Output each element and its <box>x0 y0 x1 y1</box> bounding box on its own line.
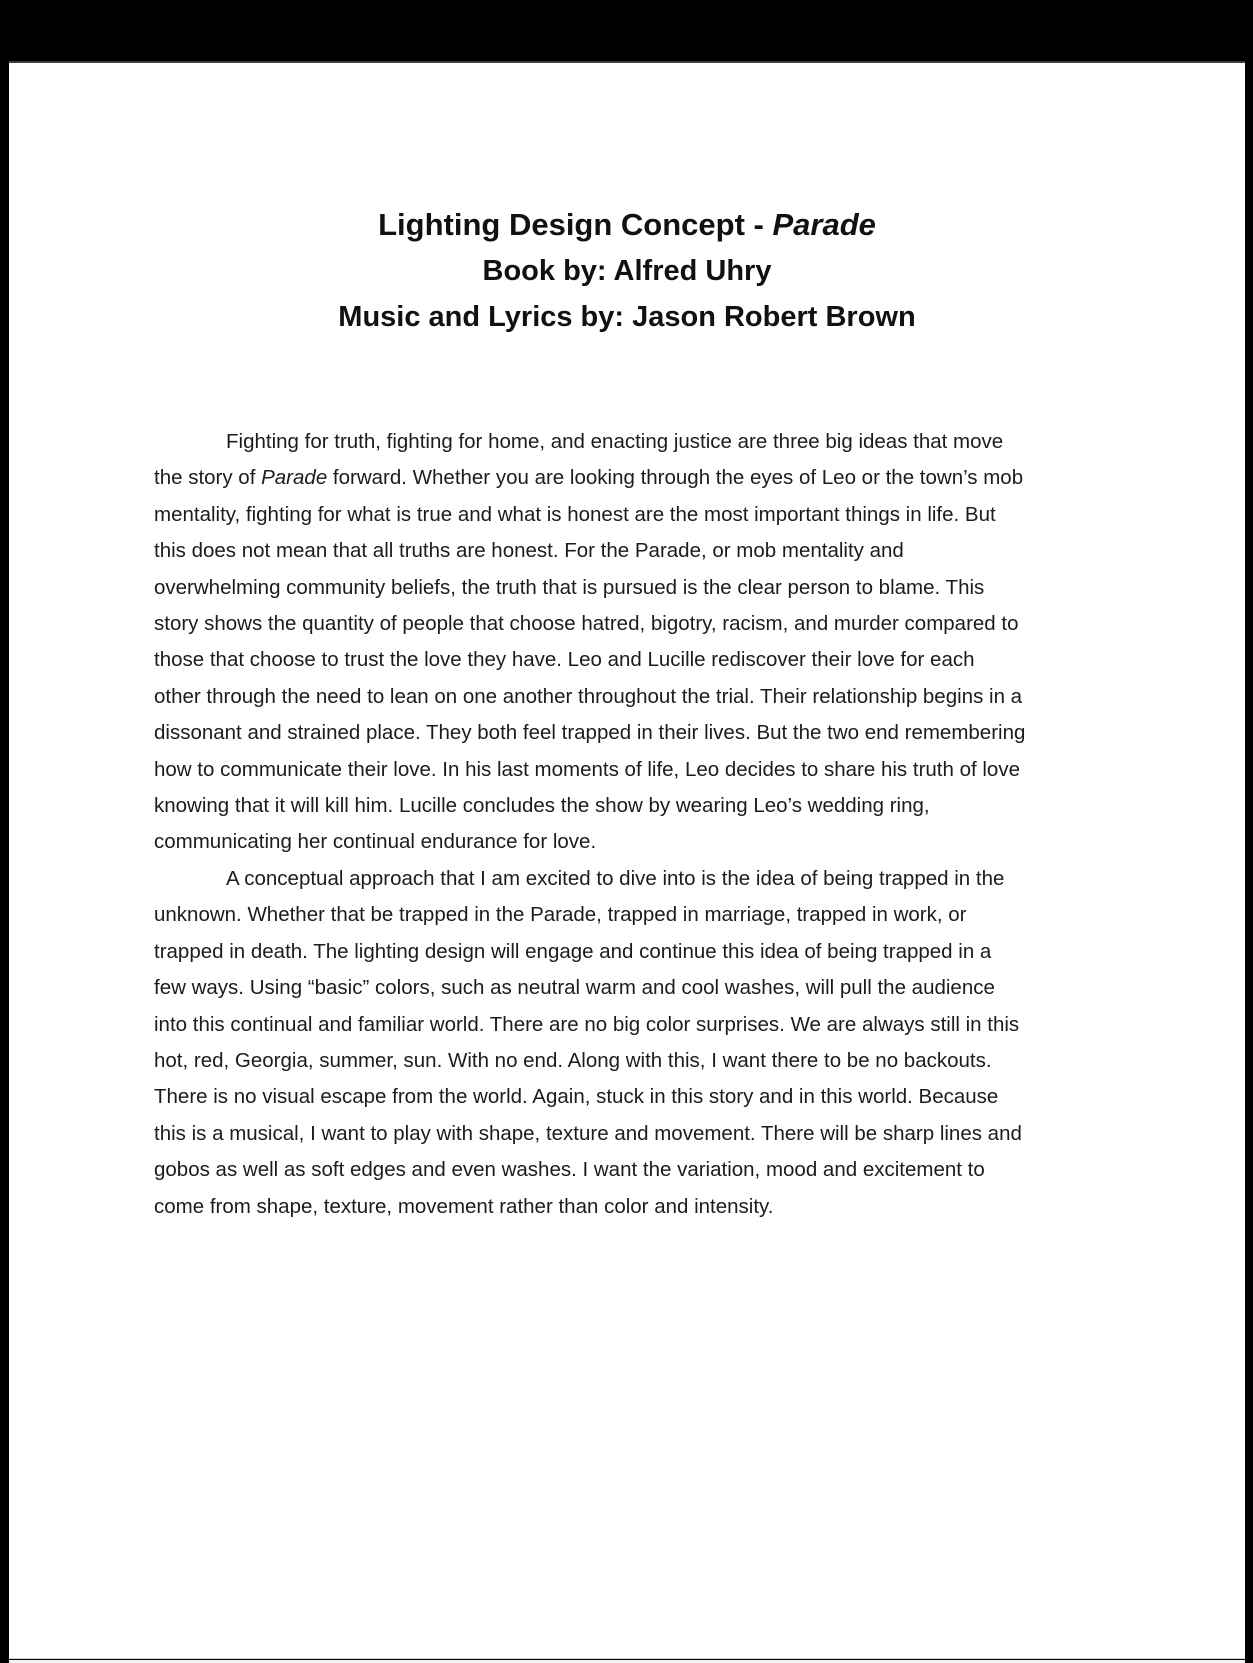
text-segment: trapped in death. The lighting design will engage and continue this idea of being trapped in a <box>154 939 992 963</box>
body-text-line <box>154 1152 1106 1188</box>
document-subtitle-book: Book by: Alfred Uhry <box>482 255 772 287</box>
text-segment: this is a musical, I want to play with shape, texture and movement. There will be sharp lines and <box>154 1121 1022 1145</box>
text-segment: unknown. Whether that be trapped in the Parade, trapped in marriage, trapped in work, or <box>154 903 967 927</box>
body-text-line <box>154 497 1106 533</box>
body-text-line <box>154 606 1106 642</box>
text-segment: into this continual and familiar world. There are no big color surprises. We are always still in this <box>154 1012 1020 1036</box>
text-segment: gobos as well as soft edges and even washes. I want the variation, mood and excitement to <box>154 1158 985 1182</box>
body-text-line <box>154 897 1106 933</box>
body-text-line <box>154 861 1106 897</box>
text-segment: Fighting for truth, fighting for home, and enacting justice are three big ideas that move <box>226 430 1004 453</box>
text-segment: other through the need to lean on one another throughout the trial. Their relationship begins in a <box>154 684 1023 708</box>
body-text-line <box>154 752 1106 788</box>
body-text-line <box>154 642 1106 678</box>
body-text-line <box>154 533 1106 569</box>
body-text-line <box>154 715 1106 751</box>
body-text-line <box>154 1189 1106 1225</box>
body-text-line <box>154 788 1106 824</box>
document-title <box>154 202 1100 248</box>
body-text-line <box>154 824 1106 860</box>
text-segment: dissonant and strained place. They both feel trapped in their lives. But the two end remembering <box>154 721 1026 745</box>
document-title-italic-text: Parade <box>772 207 876 242</box>
document-page <box>9 61 1245 1659</box>
text-segment: overwhelming community beliefs, the truth that is pursued is the clear person to blame. This <box>154 575 985 599</box>
text-segment: There is no visual escape from the world. Again, stuck in this story and in this world. Because <box>154 1085 999 1109</box>
document-title-text: Lighting Design Concept - <box>378 207 773 242</box>
text-segment: communicating her continual endurance for love. <box>154 830 597 854</box>
text-segment: knowing that it will kill him. Lucille concludes the show by wearing Leo’s wedding ring, <box>154 794 930 818</box>
text-segment: mentality, fighting for what is true and what is honest are the most important things in life. But <box>154 502 996 526</box>
text-segment: A conceptual approach that I am excited to dive into is the idea of being trapped in the <box>226 866 1005 890</box>
body-text-line <box>154 1007 1106 1043</box>
italic-text-segment: Parade <box>261 466 328 490</box>
body-text-line <box>154 679 1106 715</box>
text-segment: few ways. Using “basic” colors, such as neutral warm and cool washes, will pull the audience <box>154 976 995 1000</box>
text-segment: the story of <box>154 466 262 490</box>
text-segment: those that choose to trust the love they have. Leo and Lucille rediscover their love for each <box>154 648 975 672</box>
body-text-line <box>154 460 1106 496</box>
body-text-line <box>154 1043 1106 1079</box>
body-text-line <box>154 570 1106 606</box>
text-segment: this does not mean that all truths are honest. For the Parade, or mob mentality and <box>154 539 904 563</box>
text-segment: come from shape, texture, movement rather than color and intensity. <box>154 1194 774 1218</box>
title-block <box>154 202 1100 340</box>
body-text-line <box>154 934 1106 970</box>
document-subtitle-music: Music and Lyrics by: Jason Robert Brown <box>338 301 916 333</box>
body-text-line <box>154 970 1106 1006</box>
body-text-line <box>154 1116 1106 1152</box>
text-segment: hot, red, Georgia, summer, sun. With no end. Along with this, I want there to be no backouts. <box>154 1048 992 1072</box>
text-segment: how to communicate their love. In his last moments of life, Leo decides to share his truth of love <box>154 757 1020 781</box>
document-body <box>154 424 1106 1225</box>
text-segment: forward. Whether you are looking through the eyes of Leo or the town’s mob <box>327 466 1024 490</box>
text-segment: story shows the quantity of people that choose hatred, bigotry, racism, and murder compared to <box>154 612 1019 636</box>
body-text-line <box>154 424 1106 460</box>
body-text-line <box>154 1079 1106 1115</box>
